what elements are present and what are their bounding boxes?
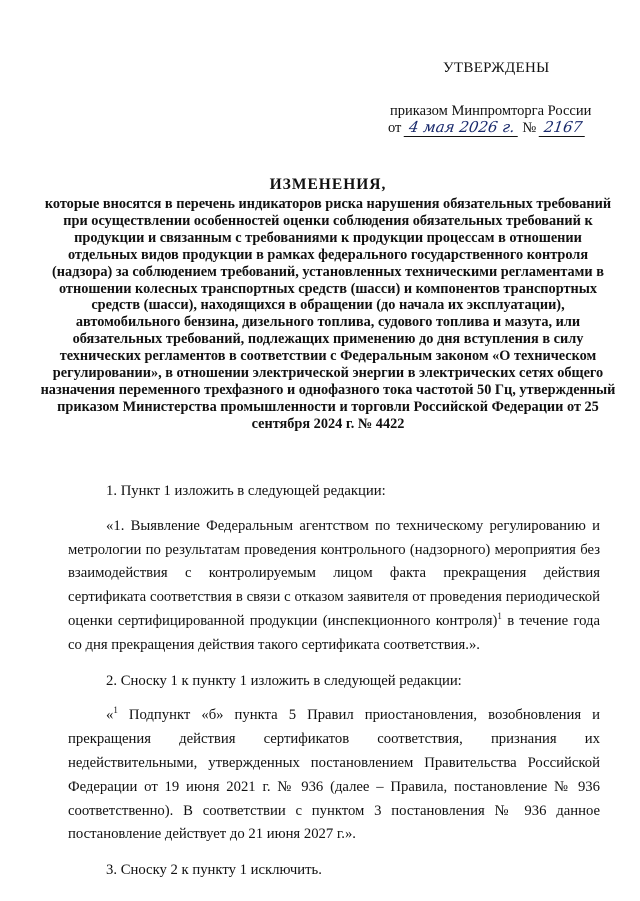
footnote-ref-1: 1 <box>497 611 502 622</box>
approval-block <box>0 0 640 160</box>
paragraph-5: 3. Сноску 2 к пункту 1 исключить. <box>106 862 322 879</box>
paragraph-2-tail: в течение года со дня прекращения действия такого сертификата соответствия.». <box>68 612 600 653</box>
number-sign: № <box>522 120 537 136</box>
paragraph-4 <box>68 704 600 847</box>
document-body <box>68 480 600 894</box>
document-heading <box>40 176 616 433</box>
quote-open: « <box>106 707 114 724</box>
handwritten-date: 4 мая 2026 г. <box>404 118 520 137</box>
paragraph-2-text: «1. Выявление Федеральным агентством по техническому регулированию и метрологии по результатам проведения контрольного (надзорного) мероприятия без взаимодействия с контролируемым лицом факта прекращения действия сертификата соответствия в связи с отказом заявителя от проведения периодической оценки сертифицированной продукции (инспекционного контроля) <box>68 517 600 629</box>
approval-order: приказом Минпромторга России <box>390 103 592 119</box>
heading-main: ИЗМЕНЕНИЯ, <box>269 176 387 193</box>
paragraph-2 <box>68 515 600 658</box>
handwritten-number: 2167 <box>538 118 587 137</box>
approval-date-line <box>388 118 586 137</box>
paragraph-1: 1. Пункт 1 изложить в следующей редакции: <box>106 483 386 499</box>
date-prefix: от <box>388 120 402 136</box>
heading-sub: которые вносятся в перечень индикаторов риска нарушения обязательных требований при осуществлении особенностей оценки соблюдения обязательных требований к продукции и связанным с требованиями к продукции процессам в отношении отдельных видов продукции в рамках федерального государственного контроля (надзора) за соблюдением требований, установленных техническими регламентами в отношении колесных транспортных средств (шасси) и компонентов транспортных средств (шасси), находящихся в обращении (до начала их эксплуатации), автомобильного бензина, дизельного топлива, судового топлива и мазута, или обязательных требований, подлежащих применению до дня вступления в силу технических регламентов в соответствии с Федеральным законом «О техническом регулировании», в отношении электрической энергии в электрических сетях общего назначения переменного трехфазного и однофазного тока частотой 50 Гц, утвержденный приказом Министерства промышленности и торговли Российской Федерации от 25 сентября 2024 г. № 4422 <box>40 196 616 432</box>
paragraph-4-text: Подпункт «б» пункта 5 Правил приостановления, возобновления и прекращения действия сертификатов соответствия, признания их недействительными, утвержденных постановлением Правительства Российской Федерации от 19 июня 2021 г. № 936 (далее – Правила, постановление № 936 соответственно). В соответствии с пунктом 3 постановления № 936 данное постановление действует до 21 июня 2027 г.». <box>68 707 600 843</box>
approval-title: УТВЕРЖДЕНЫ <box>443 60 550 76</box>
paragraph-3: 2. Сноску 1 к пункту 1 изложить в следующей редакции: <box>106 672 462 689</box>
footnote-mark-1: 1 <box>113 705 118 716</box>
